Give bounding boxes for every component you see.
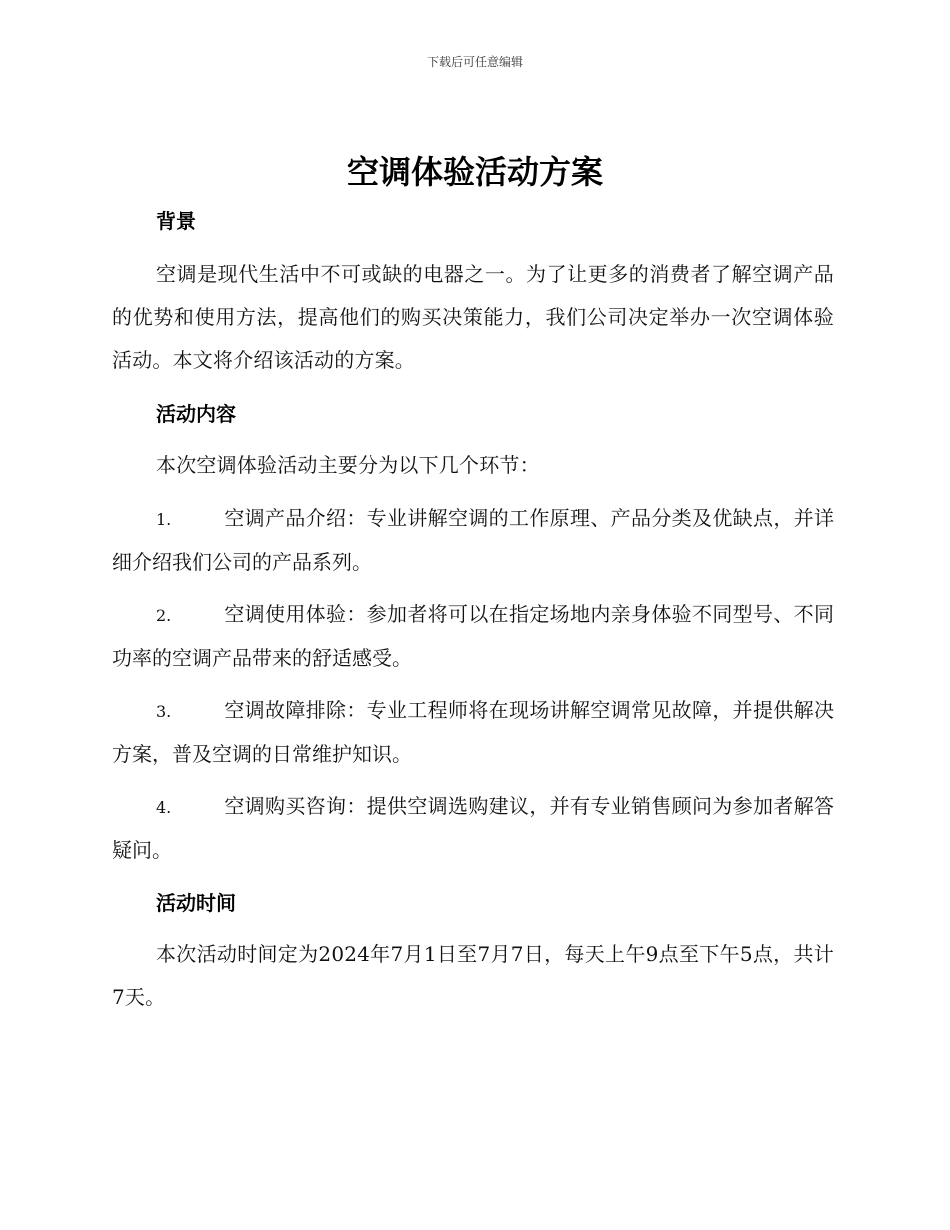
list-item-number: 2. <box>156 606 172 625</box>
list-item <box>112 689 834 776</box>
list-item <box>112 497 834 584</box>
activity-list <box>112 497 834 872</box>
list-item <box>112 593 834 680</box>
background-paragraph: 空调是现代生活中不可或缺的电器之一。为了让更多的消费者了解空调产品的优势和使用方法，提高他们的购买决策能力，我们公司决定举办一次空调体验活动。本文将介绍该活动的方案。 <box>112 262 834 372</box>
section-heading-activity-time: 活动时间 <box>156 891 236 915</box>
list-item <box>112 785 834 872</box>
list-item-text: 空调故障排除：专业工程师将在现场讲解空调常见故障，并提供解决方案，普及空调的日常维护知识。 <box>112 698 834 766</box>
list-item-text: 空调使用体验：参加者将可以在指定场地内亲身体验不同型号、不同功率的空调产品带来的舒适感受。 <box>112 602 834 670</box>
activity-intro-paragraph: 本次空调体验活动主要分为以下几个环节： <box>156 453 540 477</box>
list-item-number: 1. <box>156 510 172 529</box>
activity-time-paragraph: 本次活动时间定为2024年7月1日至7月7日，每天上午9点至下午5点，共计7天。 <box>112 942 834 1009</box>
section-heading-background: 背景 <box>156 209 196 233</box>
list-item-number: 3. <box>156 702 172 721</box>
list-item-text: 空调产品介绍：专业讲解空调的工作原理、产品分类及优缺点，并详细介绍我们公司的产品系列。 <box>112 506 834 574</box>
document-body <box>112 199 834 1019</box>
section-heading-activity-content: 活动内容 <box>156 402 236 426</box>
list-item-number: 4. <box>156 798 172 817</box>
document-title: 空调体验活动方案 <box>346 153 603 191</box>
header-note: 下载后可任意编辑 <box>426 55 523 69</box>
list-item-text: 空调购买咨询：提供空调选购建议，并有专业销售顾问为参加者解答疑问。 <box>112 794 834 862</box>
